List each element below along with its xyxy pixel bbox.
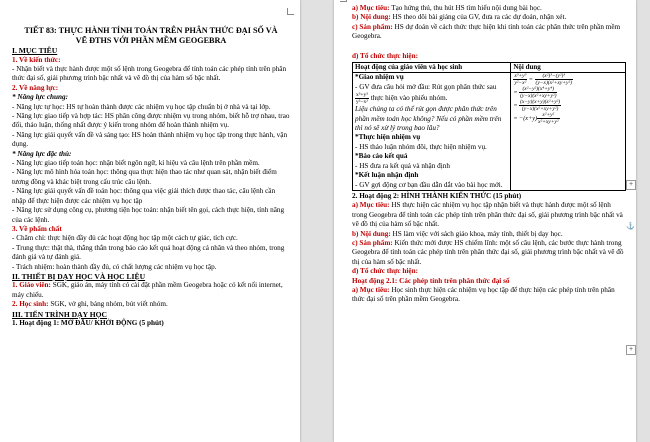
- paragraph: - Trách nhiệm: hoàn thành đầy đủ, có chất lượng các nhiệm vụ học tập.: [12, 262, 217, 271]
- table-cell-activity: [353, 73, 511, 190]
- expand-icon[interactable]: +: [626, 345, 636, 355]
- paragraph-giao-vien: 1. Giáo viên: SGK, giáo án, máy tính có cài đặt phần mềm Geogebra hoặc có kết nối internet, máy chiếu.: [12, 281, 283, 299]
- page-corner-mark: [340, 0, 347, 2]
- paragraph: a) Mục tiêu: Tạo hứng thú, thu hút HS tìm hiểu nội dung bài học.: [352, 4, 542, 12]
- paragraph: - HS đưa ra kết quả và nhận định: [355, 161, 450, 170]
- math-line: = $\frac{\text{(x²−y²)(x⁴+y⁴)}}{\text{(y−x)(x²+xy+y²)}}$: [513, 86, 557, 100]
- right-page-content: [352, 4, 626, 305]
- table-row: [353, 73, 626, 190]
- paragraph: - Năng lực sử dụng công cụ, phương tiện học toán: nhận biết tên gọi, cách thực hiện, tính năng của các lệnh.: [12, 206, 285, 224]
- math-line: = −(x+y) $\frac{\text{x²+y²}}{\text{x²+xy+y²}}$: [513, 112, 559, 126]
- page-corner-mark: [287, 8, 294, 15]
- paragraph: - Năng lực giao tiếp toán học: nhận biết ngôn ngữ, kí hiệu và câu lệnh trên phần mềm.: [12, 159, 260, 168]
- step-bao-cao: *Báo cáo kết quả: [355, 152, 408, 161]
- paragraph: - Năng lực giao tiếp và hợp tác: HS phân công được nhiệm vụ trong nhóm, biết hỗ trợ nhau, trao đổi, thảo luận, thống nhất được ý kiến trong nhóm để hoàn thành nhiệm vụ.: [12, 112, 290, 130]
- fraction: $\frac{\text{x³+y³}}{\text{y²−x²}}$: [356, 92, 368, 106]
- table-header-cell: Nội dung: [511, 63, 626, 73]
- heading-nang-luc-dac-thu: * Năng lực đặc thù:: [12, 149, 72, 158]
- step-giao-nhiem-vu: *Giao nhiệm vụ: [355, 73, 404, 82]
- paragraph: - GV đưa câu hỏi mở đầu: Rút gọn phân thức sau $\frac{\text{x³+y³}}{\text{y²−x²}}$ thực hiện vào phiếu nhóm.: [355, 82, 497, 106]
- paragraph: - Năng lực mô hình hóa toán học: thông qua thực hiện thao tác như quan sát, nhận biết điểm tương đồng và khác biệt trong cấu trúc câu lệnh.: [12, 168, 277, 186]
- heading-kien-thuc: 1. Về kiến thức:: [12, 55, 61, 64]
- paragraph: - HS thảo luận nhóm đôi, thực hiện nhiệm vụ.: [355, 142, 487, 151]
- paragraph: a) Mục tiêu: HS thực hiện các nhiệm vụ học tập nhận biết và thực hành được một số lệnh trong Geogebra để tính toán các phép tính trên phân thức đại số, giải phương trình bậc nhất và vẽ đồ thị của hàm số bậc nhất.: [352, 201, 623, 229]
- anchor-icon[interactable]: ⚓: [626, 223, 635, 230]
- paragraph: - Chăm chỉ: thực hiện đầy đủ các hoạt động học tập một cách tự giác, tích cực.: [12, 234, 238, 243]
- right-page: [334, 0, 636, 442]
- paragraph-hoc-sinh: 2. Học sinh: SGK, vở ghi, bảng nhóm, bút viết nhóm.: [12, 300, 168, 309]
- step-ket-luan: *Kết luận nhận định: [355, 171, 419, 180]
- paragraph: b) Nội dung: HS làm việc với sách giáo khoa, máy tính, thiết bị dạy học.: [352, 229, 563, 238]
- left-page-content: [12, 26, 290, 328]
- section-muc-tieu: I. MỤC TIÊU: [12, 46, 58, 56]
- heading-hoat-dong-2: 2. Hoạt động 2: HÌNH THÀNH KIẾN THỨC (15 phút): [352, 191, 522, 200]
- expand-icon[interactable]: +: [626, 180, 636, 190]
- math-line: = $\frac{\text{(x−y)(x+y)(x²+y²)}}{\text{(y−x)(x²+xy+y²)}}$: [513, 99, 561, 113]
- heading-hoat-dong-1: 1. Hoạt động 1: MỞ ĐẦU/ KHỞI ĐỘNG (5 phút): [12, 318, 164, 327]
- heading-to-chuc: d) Tổ chức thực hiện:: [352, 51, 418, 60]
- paragraph: c) Sản phẩm: HS dự đoán về cách thức thực hiện khi tính toán các phân thức trên phần mềm Geogebra.: [352, 22, 621, 41]
- paragraph: a) Mục tiêu: Học sinh thực hiện các nhiệm vụ học tập để thực hiện các phép tính trên phân thức đại số trên phần mềm Geogebra.: [352, 285, 615, 304]
- section-thiet-bi: II. THIẾT BỊ DẠY HỌC VÀ HỌC LIỆU: [12, 271, 146, 281]
- table-header-cell: Hoạt động của giáo viên và học sinh: [353, 63, 511, 73]
- paragraph: c) Sản phẩm: Kiến thức mới được HS chiếm lĩnh: một số câu lệnh, các bước thực hành trong Geogebra để tính toán các phép tính trên phân thức đại số, giải phương trình bậc nhất và vẽ đồ thị của hàm số bậc nhất.: [352, 238, 624, 266]
- table-header-row: [353, 63, 626, 73]
- paragraph: - GV gợi động cơ bạn đầu dẫn dắt vào bài học mới.: [355, 180, 503, 189]
- activity-table: [352, 62, 626, 191]
- heading-nang-luc-chung: * Năng lực chung:: [12, 93, 69, 102]
- section-tien-trinh: III. TIẾN TRÌNH DẠY HỌC: [12, 309, 108, 319]
- heading-nang-luc: 2. Về năng lực:: [12, 83, 59, 92]
- heading-pham-chat: 3. Về phẩm chất: [12, 224, 62, 233]
- math-line: $\frac{\text{x³+y³}}{\text{y²−x²}}$ = $\frac{\text{(x²)³−(y²)³}}{\text{(y−x)(x²+xy+y²)}}$: [514, 73, 572, 87]
- lesson-title: TIẾT 83: THỰC HÀNH TÍNH TOÁN TRÊN PHÂN THỨC ĐẠI SỐ VÀ VẼ ĐTHS VỚI PHẦN MỀM GEOGEBRA: [24, 26, 278, 45]
- heading-hoat-dong-2-1: Hoạt động 2.1: Các phép tính trên phân thức đại số: [352, 276, 510, 285]
- paragraph: - Năng lực giải quyết vấn đề toán học: thông qua việc giải thích được thao tác, câu lệnh cần nhập để thực hiện được các nhiệm vụ học tập: [12, 187, 276, 205]
- paragraph: - Năng lực tự học: HS tự hoàn thành được các nhiệm vụ học tập chuẩn bị ở nhà và tại lớp.: [12, 102, 271, 111]
- paragraph: b) Nội dung: HS theo dõi bài giảng của GV, đưa ra các dự đoán, nhận xét.: [352, 13, 567, 22]
- paragraph: - Trung thực: thật thà, thẳng thắn trong báo cáo kết quả hoạt động cá nhân và theo nhóm, trong đánh giá và tự đánh giá.: [12, 243, 285, 262]
- paragraph: - Nhận biết và thực hành được một số lệnh trong Geogebra để tính toán các phép tính trên phân thức đại số, giải phương trình bậc nhất và vẽ đồ thị của hàm số bậc nhất.: [12, 65, 287, 83]
- paragraph: Liệu chúng ta có thể rút gọn được phân thức trên phần mềm toán học không? Nếu có phần mềm trên thì nó sẽ xử lý trong bao lâu?: [355, 105, 502, 133]
- table-cell-math: [511, 73, 626, 190]
- paragraph: - Năng lực giải quyết vấn đề và sáng tạo: HS hoàn thành nhiệm vụ học tập trong thực hành, vận dụng.: [12, 130, 288, 149]
- step-thuc-hien: *Thực hiện nhiệm vụ: [355, 133, 421, 142]
- left-page: [0, 0, 300, 442]
- heading-to-chuc-2: d) Tổ chức thực hiện:: [352, 267, 418, 276]
